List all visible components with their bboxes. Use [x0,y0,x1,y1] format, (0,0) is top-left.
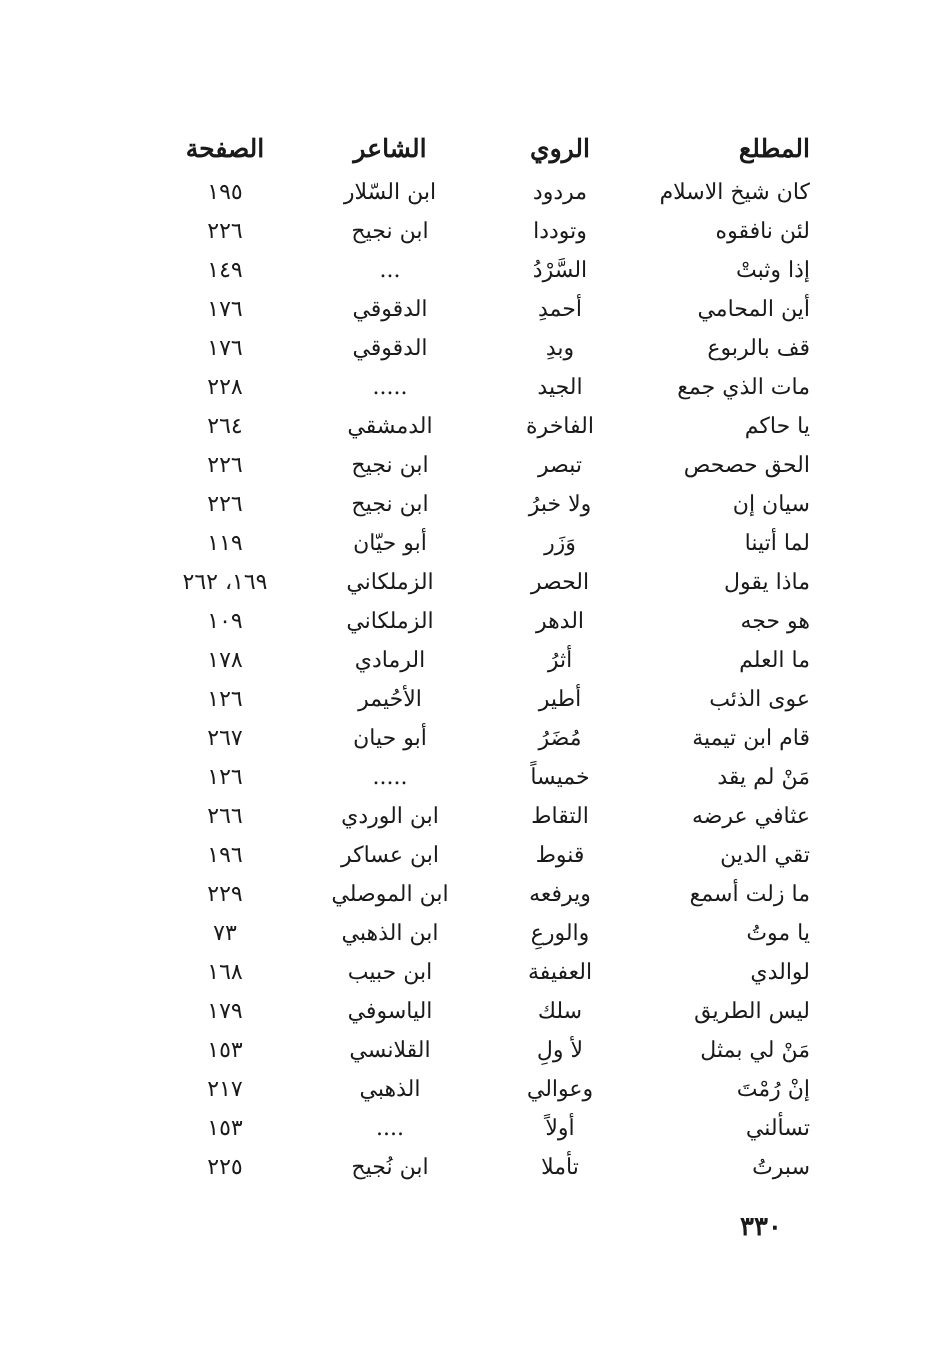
opening-cell: عثافي عرضه [691,804,810,829]
opening-cell: سبرتُ [752,1155,810,1180]
page-cell: ٢٢٦ [207,453,243,478]
opening-cell: يا حاكم [744,414,810,439]
table-row [150,368,820,407]
page-cell: ١٧٨ [207,648,243,673]
opening-cell: هو حجه [740,609,810,634]
table-row [150,953,820,992]
header-poet: الشاعر [353,134,427,163]
page-cell: ٧٣ [213,921,237,946]
opening-cell: قام ابن تيمية [692,726,810,751]
poet-cell: ابن الذهبي [341,921,439,946]
header-rhyme: الروي [530,134,590,163]
table-row [150,1031,820,1070]
poet-cell: ابن نجيح [351,219,429,244]
table-row [150,1109,820,1148]
table-row [150,875,820,914]
rhyme-cell: الدهر [535,609,585,634]
opening-cell: ما العلم [739,648,810,673]
opening-cell: إنْ رُمْتَ [736,1077,810,1102]
table-row [150,1148,820,1187]
poet-cell: أبو حيّان [353,531,427,556]
poet-cell: الأحُيمر [358,687,422,712]
rhyme-cell: والورعِ [530,921,590,946]
poet-cell: ابن نُجيح [351,1155,429,1180]
opening-cell: ليس الطريق [694,999,810,1024]
rhyme-cell: مردود [532,180,588,205]
poet-cell: ابن عساكر [340,843,440,868]
page-cell: ١٧٦ [207,336,243,361]
rhyme-cell: وبدِ [545,336,575,361]
page-cell: ٢٦٦ [207,804,243,829]
table-row [150,524,820,563]
table-row [150,290,820,329]
opening-cell: عوى الذئب [709,687,810,712]
poet-cell: .... [376,1116,404,1141]
poet-cell: ... [379,258,401,283]
opening-cell: تقي الدين [720,843,810,868]
poet-cell: الياسوفي [347,999,433,1024]
rhyme-cell: مُضَرُ [538,726,582,751]
page-cell: ١٠٩ [207,609,243,634]
page-cell: ١٩٥ [207,180,243,205]
poet-cell: ابن الموصلي [331,882,449,907]
table-row [150,602,820,641]
page-cell: ١٥٣ [207,1116,243,1141]
rhyme-cell: وتوددا [533,219,587,244]
page-cell: ٢٦٧ [207,726,243,751]
opening-cell: يا موتُ [746,921,810,946]
opening-cell: لوالدي [750,960,810,985]
opening-cell: لما أتينا [744,531,810,556]
table-header-row [150,125,820,173]
table-row [150,212,820,251]
poet-cell: الرمادي [354,648,426,673]
rhyme-cell: قنوط [535,843,585,868]
page-cell: ١٩٦ [207,843,243,868]
rhyme-cell: وعوالي [526,1077,594,1102]
rhyme-cell: ولا خبرُ [528,492,592,517]
rhyme-cell: أطير [538,687,582,712]
poet-cell: ابن الوردي [341,804,439,829]
page-cell: ١٦٩، ٢٦٢ [182,570,268,595]
opening-cell: كان شيخ الاسلام [659,180,810,205]
opening-cell: إذا وثبتْ [735,258,810,283]
page-cell: ١٤٩ [207,258,243,283]
table-row [150,719,820,758]
poet-cell: ابن حبيب [347,960,433,985]
header-page: الصفحة [185,134,265,163]
page-cell: ٢٢٩ [207,882,243,907]
table-row [150,680,820,719]
opening-cell: الحق حصحص [683,453,810,478]
rhyme-cell: التقاط [531,804,589,829]
opening-cell: لئن نافقوه [715,219,810,244]
page-cell: ٢٢٥ [207,1155,243,1180]
rhyme-cell: خميساً [530,765,590,790]
table-row [150,641,820,680]
table-row [150,485,820,524]
table-row [150,329,820,368]
page-number: ٣٣٠ [740,1212,782,1242]
poetry-index-table [150,125,820,1187]
poet-cell: ابن السّلار [343,180,437,205]
rhyme-cell: الجيد [537,375,583,400]
table-row [150,563,820,602]
page-cell: ١٧٩ [207,999,243,1024]
poet-cell: الزملكاني [346,609,434,634]
poet-cell: أبو حيان [353,726,427,751]
page-cell: ١٥٣ [207,1038,243,1063]
poet-cell: ابن نجيح [351,453,429,478]
page-cell: ١٧٦ [207,297,243,322]
page-cell: ١٦٨ [207,960,243,985]
opening-cell: ما زلت أسمع [689,882,810,907]
table-body [150,173,820,1187]
opening-cell: ماذا يقول [724,570,810,595]
table-row [150,797,820,836]
rhyme-cell: السَّرْدُ [532,258,588,283]
poet-cell: الذهبي [359,1077,421,1102]
rhyme-cell: أثرُ [547,648,573,673]
opening-cell: قف بالربوع [707,336,810,361]
poet-cell: الدقوقي [352,297,428,322]
poet-cell: القلانسي [349,1038,431,1063]
table-row [150,758,820,797]
rhyme-cell: ويرفعه [529,882,591,907]
poet-cell: ابن نجيح [351,492,429,517]
table-row [150,1070,820,1109]
poet-cell: ..... [372,765,408,790]
table-row [150,407,820,446]
opening-cell: مَنْ لم يقد [717,765,810,790]
rhyme-cell: أولاً [545,1116,575,1141]
header-opening: المطلع [738,134,810,163]
opening-cell: تسألني [745,1116,810,1141]
rhyme-cell: أحمدِ [538,297,582,322]
rhyme-cell: تبصر [538,453,582,478]
table-row [150,173,820,212]
table-row [150,992,820,1031]
poet-cell: الدقوقي [352,336,428,361]
rhyme-cell: الفاخرة [526,414,594,439]
poet-cell: الدمشقي [347,414,433,439]
table-row [150,251,820,290]
page-cell: ١٢٦ [207,765,243,790]
opening-cell: سيان إن [732,492,810,517]
page-cell: ١٢٦ [207,687,243,712]
poet-cell: الزملكاني [346,570,434,595]
rhyme-cell: تأملا [541,1155,579,1180]
rhyme-cell: لأ ولِ [536,1038,584,1063]
page-cell: ٢٢٨ [207,375,243,400]
poet-cell: ..... [372,375,408,400]
rhyme-cell: الحصر [530,570,590,595]
page-cell: ٢١٧ [207,1077,243,1102]
opening-cell: مات الذي جمع [677,375,810,400]
table-row [150,836,820,875]
opening-cell: مَنْ لي بمثل [700,1038,810,1063]
page-cell: ٢٦٤ [207,414,243,439]
page-cell: ١١٩ [207,531,243,556]
table-row [150,914,820,953]
page-cell: ٢٢٦ [207,492,243,517]
rhyme-cell: العفيفة [527,960,593,985]
rhyme-cell: سلك [537,999,583,1024]
page-cell: ٢٢٦ [207,219,243,244]
rhyme-cell: وَزَر [544,531,576,556]
table-row [150,446,820,485]
opening-cell: أين المحامي [697,297,810,322]
